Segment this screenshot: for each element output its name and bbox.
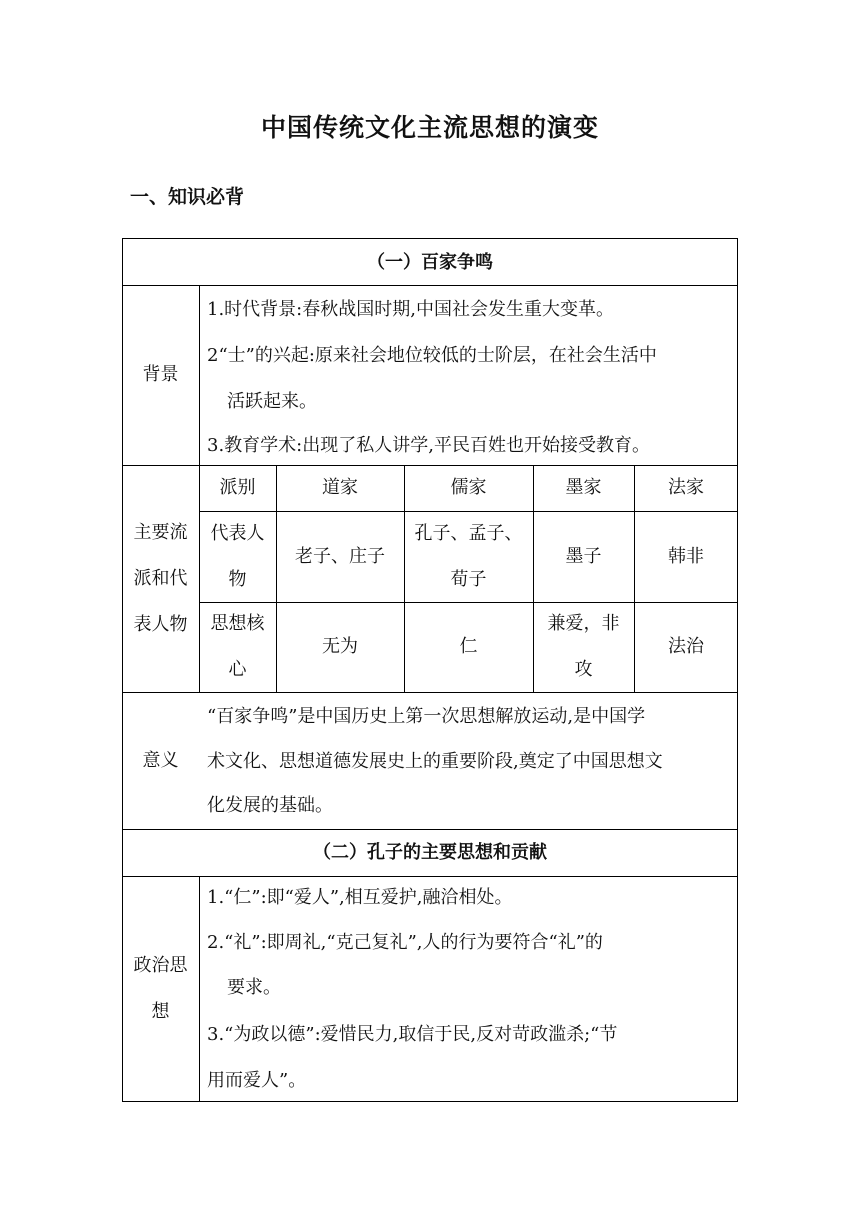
part2-header: （二）孔子的主要思想和贡献 [313,841,547,863]
core-legalist: 法治 [668,636,704,657]
school-mohist: 墨家 [565,477,602,498]
politics-line-2: 2.“礼”:即周礼,“克己复礼”,人的行为要符合“礼”的 [207,932,603,953]
rep-legalist: 韩非 [668,545,704,567]
schools-label [122,465,199,692]
representatives-label [199,511,276,602]
significance-line-3: 化发展的基础。 [207,795,333,816]
significance-label: 意义 [142,749,179,771]
rep-confucian-line: 荀子 [450,568,487,590]
politics-line-2-cont: 要求。 [227,977,281,998]
politics-line-1: 1.“仁”:即“爱人”,相互爱护,融洽相处。 [207,887,513,908]
politics-line-3-cont: 用而爱人”。 [207,1070,307,1091]
rep-confucian-line: 孔子、孟子、 [414,522,523,544]
background-line-2-cont: 活跃起来。 [227,391,317,412]
section-heading: 一、知识必背 [130,186,245,208]
page-title: 中国传统文化主流思想的演变 [260,113,599,142]
representatives-label-line: 代表人 [210,522,265,544]
school-daoist: 道家 [322,477,358,498]
schools-label-line: 派和代 [133,567,188,589]
background-line-1: 1.时代背景:春秋战国时期,中国社会发生重大变革。 [207,299,614,320]
core-confucian: 仁 [459,636,478,657]
part1-header: （一）百家争鸣 [367,251,493,273]
significance-line-2: 术文化、思想道德发展史上的重要阶段,奠定了中国思想文 [207,751,663,772]
politics-label-line: 想 [151,1001,170,1022]
school-confucian: 儒家 [450,477,487,498]
rep-daoist: 老子、庄子 [295,545,385,567]
core-mohist-line: 兼爱，非 [547,613,620,634]
politics-label-line: 政治思 [133,955,188,976]
table-rule [122,692,738,693]
politics-label [122,876,199,1102]
core-label [199,602,276,692]
background-line-2: 2“士”的兴起:原来社会地位较低的士阶层，在社会生活中 [207,345,657,366]
core-mohist [533,602,634,692]
significance-line-1: “百家争鸣”是中国历史上第一次思想解放运动,是中国学 [207,706,646,727]
rep-mohist: 墨子 [565,545,602,567]
table-rule [199,876,200,1102]
politics-line-3: 3.“为政以德”:爱惜民力,取信于民,反对苛政滥杀;“节 [207,1024,618,1045]
school-header-label: 派别 [219,477,256,498]
rep-confucian [404,511,533,602]
representatives-label-line: 物 [228,568,247,590]
schools-label-line: 主要流 [133,521,188,543]
core-label-line: 思想核 [210,613,265,634]
background-line-3: 3.教育学术:出现了私人讲学,平民百姓也开始接受教育。 [207,435,650,456]
core-label-line: 心 [228,659,247,680]
background-label: 背景 [142,364,179,385]
school-legalist: 法家 [668,477,704,498]
core-daoist: 无为 [322,636,358,657]
core-mohist-line: 攻 [574,659,593,680]
schools-label-line: 表人物 [133,613,188,635]
